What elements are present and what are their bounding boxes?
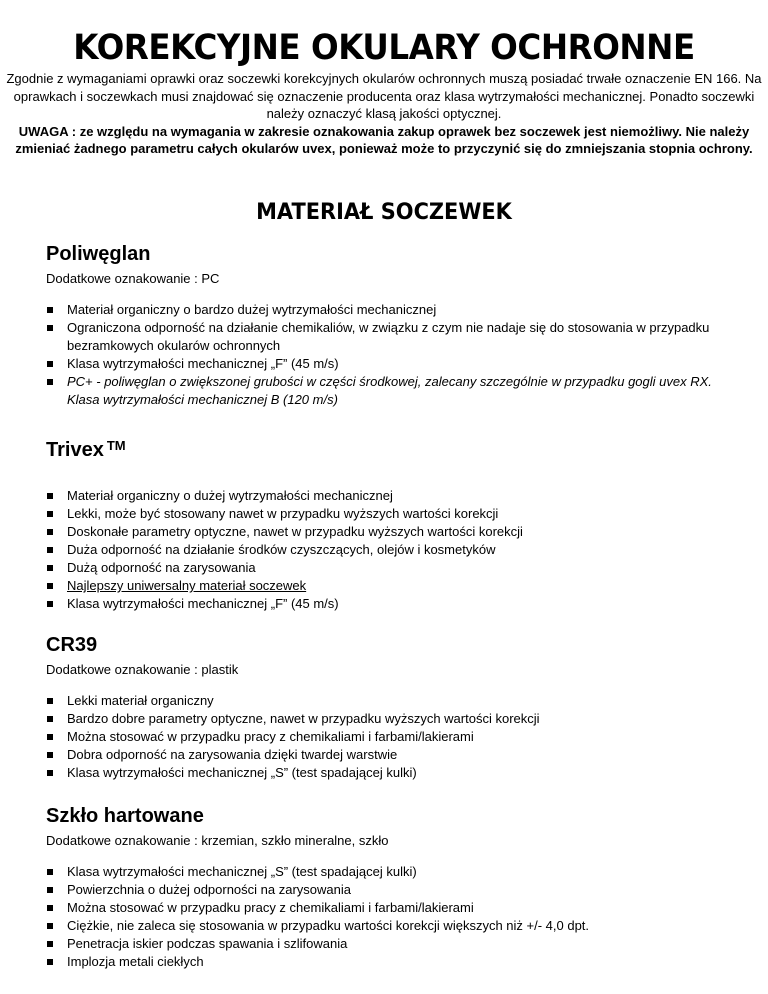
list-item: Dużą odporność na zarysowania xyxy=(46,559,726,577)
bullet-icon xyxy=(47,547,53,553)
list-item: PC+ - poliwęglan o zwiększonej grubości w części środkowej, zalecany szczególnie w przypadku gogli uvex RX. Klasa wytrzymałości mechanicznej B (120 m/s) xyxy=(46,373,726,409)
intro-paragraph: Zgodnie z wymaganiami oprawki oraz soczewki korekcyjnych okularów ochronnych muszą posiadać trwałe oznaczenie EN 166. Na oprawkach i soczewkach musi znajdować się oznaczenie producenta oraz klasa wytrzymałości mechanicznej. Ponadto soczewki należy oznaczyć klasą jakości optycznej. xyxy=(6,71,762,122)
list-item: Bardzo dobre parametry optyczne, nawet w przypadku wyższych wartości korekcji xyxy=(46,710,726,728)
bullet-icon xyxy=(47,565,53,571)
list-item: Można stosować w przypadku pracy z chemikaliami i farbami/lakierami xyxy=(46,899,726,917)
bullet-icon xyxy=(47,716,53,722)
bullet-icon xyxy=(47,959,53,965)
bullet-icon xyxy=(47,583,53,589)
list-item: Powierzchnia o dużej odporności na zarysowania xyxy=(46,881,726,899)
list-item: Klasa wytrzymałości mechanicznej „S” (test spadającej kulki) xyxy=(46,863,726,881)
intro-block xyxy=(6,70,762,158)
material-tempered-glass xyxy=(46,803,726,971)
list-item: Ciężkie, nie zaleca się stosowania w przypadku wartości korekcji większych niż +/- 4,0 dpt. xyxy=(46,917,726,935)
material-marking: Dodatkowe oznakowanie : PC xyxy=(46,271,220,286)
material-list xyxy=(46,692,726,782)
bullet-icon xyxy=(47,905,53,911)
bullet-icon xyxy=(47,869,53,875)
bullet-icon xyxy=(47,379,53,385)
list-item: Lekki materiał organiczny xyxy=(46,692,726,710)
list-item: Ograniczona odporność na działanie chemikaliów, w związku z czym nie nadaje się do stosowania w przypadku bezramkowych okularów ochronnych xyxy=(46,319,726,355)
bullet-icon xyxy=(47,493,53,499)
bullet-icon xyxy=(47,361,53,367)
material-trivex xyxy=(46,433,726,613)
bullet-icon xyxy=(47,887,53,893)
section-title: MATERIAŁ SOCZEWEK xyxy=(256,200,512,225)
list-item: Dobra odporność na zarysowania dzięki twardej warstwie xyxy=(46,746,726,764)
bullet-icon xyxy=(47,511,53,517)
material-polycarbonate xyxy=(46,241,726,409)
material-marking: Dodatkowe oznakowanie : plastik xyxy=(46,662,239,677)
material-list xyxy=(46,863,726,971)
bullet-icon xyxy=(47,325,53,331)
document-title: KOREKCYJNE OKULARY OCHRONNE xyxy=(73,28,695,68)
bullet-icon xyxy=(47,529,53,535)
bullet-icon xyxy=(47,923,53,929)
material-heading: Poliwęglan xyxy=(46,243,151,265)
warning-paragraph: UWAGA : ze względu na wymagania w zakresie oznakowania zakup oprawek bez soczewek jest niemożliwy. Nie należy zmieniać żadnego parametru całych okularów uvex, ponieważ może to przyczynić się do zmniejszania stopnia ochrony. xyxy=(15,123,753,157)
list-item: Duża odporność na działanie środków czyszczących, olejów i kosmetyków xyxy=(46,541,726,559)
bullet-icon xyxy=(47,941,53,947)
material-marking: Dodatkowe oznakowanie : krzemian, szkło mineralne, szkło xyxy=(46,833,389,848)
list-item: Materiał organiczny o bardzo dużej wytrzymałości mechanicznej xyxy=(46,301,726,319)
list-item: Doskonałe parametry optyczne, nawet w przypadku wyższych wartości korekcji xyxy=(46,523,726,541)
bullet-icon xyxy=(47,601,53,607)
material-heading: Szkło hartowane xyxy=(46,805,204,827)
list-item: Klasa wytrzymałości mechanicznej „F” (45 m/s) xyxy=(46,595,726,613)
list-item: Najlepszy uniwersalny materiał soczewek xyxy=(46,577,726,595)
bullet-icon xyxy=(47,734,53,740)
bullet-icon xyxy=(47,752,53,758)
list-item: Klasa wytrzymałości mechanicznej „F” (45 m/s) xyxy=(46,355,726,373)
material-list xyxy=(46,487,726,613)
bullet-icon xyxy=(47,307,53,313)
material-heading: Trivex ™ xyxy=(46,438,126,461)
list-item: Lekki, może być stosowany nawet w przypadku wyższych wartości korekcji xyxy=(46,505,726,523)
list-item: Penetracja iskier podczas spawania i szlifowania xyxy=(46,935,726,953)
material-cr39 xyxy=(46,632,726,782)
list-item: Można stosować w przypadku pracy z chemikaliami i farbami/lakierami xyxy=(46,728,726,746)
bullet-icon xyxy=(47,770,53,776)
trademark-symbol: TM xyxy=(106,438,126,453)
material-heading: CR39 xyxy=(46,634,98,656)
material-list xyxy=(46,301,726,409)
list-item: Materiał organiczny o dużej wytrzymałości mechanicznej xyxy=(46,487,726,505)
list-item: Implozja metali ciekłych xyxy=(46,953,726,971)
list-item: Klasa wytrzymałości mechanicznej „S” (test spadającej kulki) xyxy=(46,764,726,782)
bullet-icon xyxy=(47,698,53,704)
